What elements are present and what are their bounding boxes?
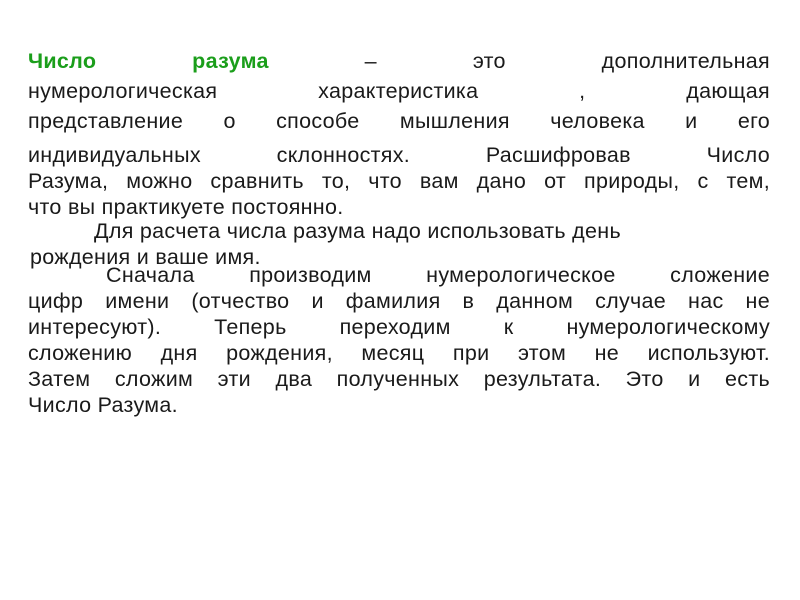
steps-line-6: Число Разума. — [28, 393, 178, 417]
definition-line-6: что вы практикуете постоянно. — [28, 195, 344, 219]
definition-line-2: нумерологическая характеристика , дающая — [28, 79, 770, 103]
term-chislo-razuma: Число разума — [28, 49, 269, 73]
definition-line-5: Разума, можно сравнить то, что вам дано от природы, с тем, — [28, 169, 770, 193]
definition-paragraph — [28, 48, 770, 220]
calculation-intro-line-2: рождения и ваше имя. — [30, 245, 261, 269]
definition-line-4: индивидуальных склонностях. Расшифровав Число — [28, 143, 770, 167]
definition-line-1 — [28, 48, 770, 74]
steps-line-1 — [28, 262, 770, 288]
steps-line-1-text: Сначала производим нумерологическое сложение — [106, 263, 770, 287]
definition-dash: – — [268, 49, 473, 73]
steps-line-2: цифр имени (отчество и фамилия в данном случае нас не — [28, 289, 770, 313]
definition-line-1-rest: это дополнительная — [472, 49, 770, 73]
calculation-steps-paragraph — [28, 262, 770, 418]
steps-line-4: сложению дня рождения, месяц при этом не используют. — [28, 341, 770, 365]
calculation-intro-line-1-text: Для расчета числа разума надо использовать день — [94, 219, 621, 243]
steps-line-3: интересуют). Теперь переходим к нумерологическому — [28, 315, 770, 339]
definition-line-3: представление о способе мышления человека и его — [28, 109, 770, 133]
calculation-intro-line-1 — [30, 218, 770, 244]
steps-line-5: Затем сложим эти два полученных результата. Это и есть — [28, 367, 770, 391]
